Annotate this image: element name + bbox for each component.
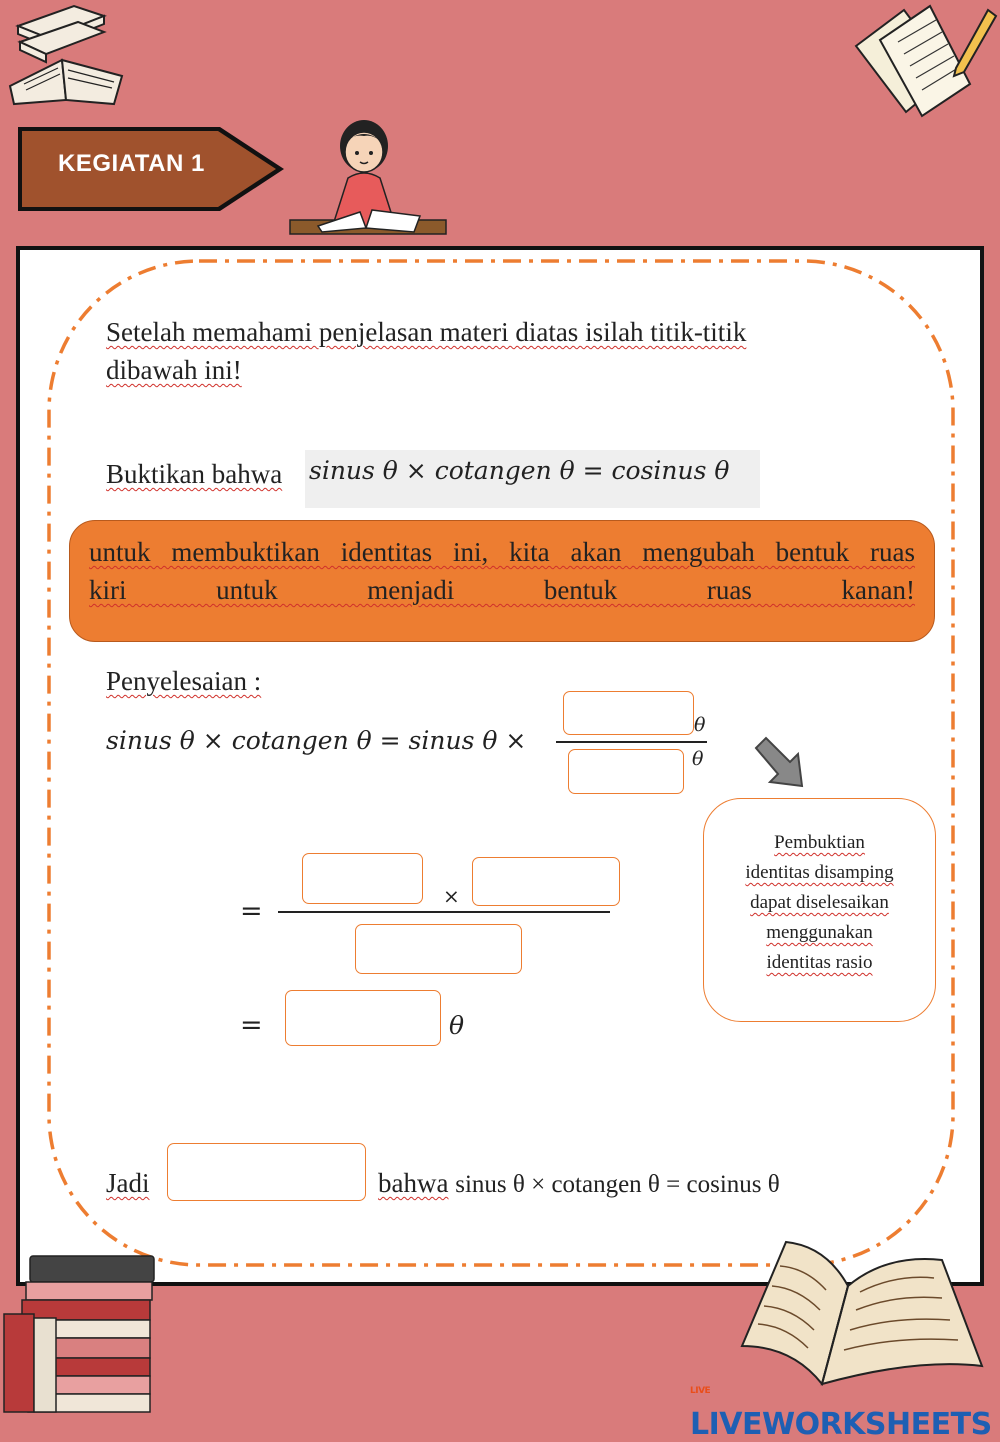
times-sign: × [443,884,460,908]
hint-line-1: untuk membuktikan identitas ini, kita akan mengubah bentuk ruas [89,537,915,567]
arrow-down-right-icon [752,734,808,790]
paper-pencil-icon [852,2,998,124]
books-stack-icon [4,0,128,112]
answer-input-result[interactable] [285,990,441,1046]
answer-input-numerator-2a[interactable] [302,853,423,904]
equals-sign-2: = [240,896,263,927]
intro-line-1: Setelah memahami penjelasan materi diatas isilah titik-titik [106,317,747,347]
prove-label: Buktikan bahwa [106,459,283,489]
fraction-line-2 [278,911,610,913]
answer-input-numerator-2b[interactable] [472,857,620,906]
intro-line-2: dibawah ini! [106,355,242,385]
step1-expression: sinus θ × cotangen θ = sinus θ × [106,726,527,755]
student-reading-icon [288,108,448,236]
dashed-border [46,258,956,1268]
answer-input-denominator-1[interactable] [568,749,684,794]
conclusion-bahwa: bahwa [378,1168,449,1198]
conclusion-prefix: Jadi [106,1168,150,1198]
equals-sign-3: = [240,1010,263,1041]
side-note-line-3: dapat diselesaikan [750,892,889,913]
live-badge: LIVE [690,1385,711,1396]
answer-input-numerator-1[interactable] [563,691,694,735]
theta-result: θ [449,1011,465,1040]
side-note-text [718,828,921,978]
side-note-line-1: Pembuktian [774,832,865,853]
intro-text [106,313,746,389]
conclusion-suffix [378,1164,780,1204]
open-book-icon [736,1236,988,1386]
hint-text [89,533,915,609]
watermark-text: LIVEWORKSHEETS [690,1407,992,1442]
hint-line-2: kiri untuk menjadi bentuk ruas kanan! [89,575,915,605]
liveworksheets-watermark [690,1372,1000,1442]
banner-label: KEGIATAN 1 [58,150,205,177]
conclusion-identity: sinus θ × cotangen θ = cosinus θ [455,1171,780,1198]
answer-input-denominator-2[interactable] [355,924,522,974]
side-note-line-5: identitas rasio [766,952,873,973]
prove-identity: sinus θ × cotangen θ = cosinus θ [309,456,730,485]
side-note-line-2: identitas disamping [745,862,894,883]
side-note-line-4: menggunakan [766,922,873,943]
book-stack-icon [0,1250,160,1414]
fraction-line-1 [556,741,707,743]
answer-input-conclusion[interactable] [167,1143,366,1201]
solution-heading: Penyelesaian : [106,666,262,696]
theta-denominator: θ [692,748,704,770]
theta-numerator: θ [694,714,706,736]
